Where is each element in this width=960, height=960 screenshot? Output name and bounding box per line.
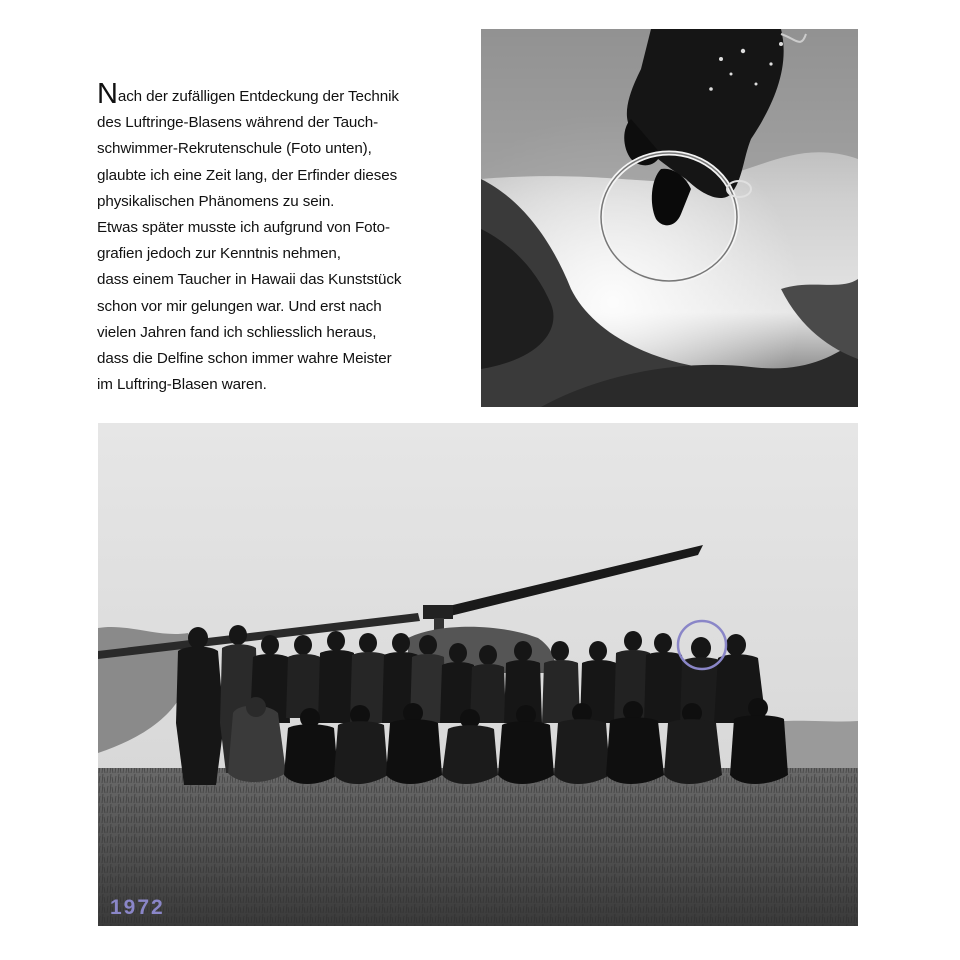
text-line: Etwas später musste ich aufgrund von Foto- bbox=[97, 219, 390, 237]
text-line: glaubte ich eine Zeit lang, der Erfinder dieses bbox=[97, 166, 398, 184]
text-line: des Luftringe-Blasens während der Tauch- bbox=[97, 114, 379, 132]
text-line: im Luftring-Blasen waren. bbox=[97, 376, 267, 394]
text-line: dass die Delfine schon immer wahre Meister bbox=[97, 350, 392, 368]
group-illustration bbox=[98, 423, 858, 926]
text-line: dass einem Taucher in Hawaii das Kunststück bbox=[97, 271, 402, 289]
text-line: Nach der zufälligen Entdeckung der Technik bbox=[97, 78, 399, 110]
text-line: schwimmer-Rekrutenschule (Foto unten), bbox=[97, 140, 372, 158]
group-photo bbox=[98, 423, 858, 926]
year-label: 1972 bbox=[110, 896, 165, 919]
drop-cap: N bbox=[97, 78, 118, 110]
body-text bbox=[97, 78, 457, 398]
air-ring-photo bbox=[481, 29, 858, 407]
text-line: physikalischen Phänomens zu sein. bbox=[97, 192, 335, 210]
text-line: grafien jedoch zur Kenntnis nehmen, bbox=[97, 245, 341, 263]
text-line: schon vor mir gelungen war. Und erst nach bbox=[97, 297, 382, 315]
air-ring-illustration bbox=[481, 29, 858, 407]
text-line: vielen Jahren fand ich schliesslich heraus, bbox=[97, 323, 377, 341]
